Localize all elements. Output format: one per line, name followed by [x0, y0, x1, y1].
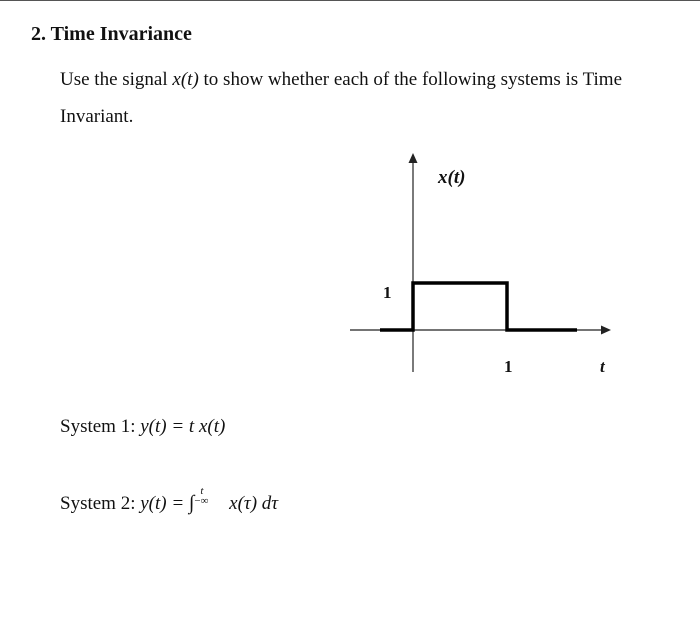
instruction-line-1: [60, 69, 622, 91]
system-2-label: System 2:: [60, 493, 141, 514]
system-1-equation: y(t) = t x(t): [140, 416, 226, 437]
system-2: [60, 485, 279, 515]
vertical-axis-arrowhead: [409, 153, 418, 163]
instruction-signal: x(t): [172, 69, 199, 90]
time-tick-label: 1: [504, 357, 513, 376]
signal-pulse: [380, 283, 577, 330]
signal-plot: [345, 150, 615, 380]
section-heading: 2. Time Invariance: [31, 23, 192, 45]
system-1: [60, 416, 225, 438]
function-label: x(t): [438, 167, 466, 188]
top-rule: [0, 0, 700, 1]
integrand: x(τ) dτ: [224, 493, 279, 514]
horizontal-axis-arrowhead: [601, 326, 611, 335]
system-1-label: System 1:: [60, 416, 141, 437]
time-axis-label: t: [600, 357, 605, 376]
integral-sign: ∫: [188, 492, 195, 514]
integral-limits: [194, 485, 224, 511]
integral-lower-limit: −∞: [194, 495, 209, 507]
instruction-text-before: Use the signal: [60, 69, 173, 90]
instruction-text-after: to show whether each of the following systems is Time: [198, 69, 623, 90]
instruction-line-2: Invariant.: [60, 106, 134, 127]
system-2-lhs: y(t) =: [140, 493, 189, 514]
amplitude-label: 1: [383, 283, 392, 302]
integral-upper-limit: t: [200, 485, 204, 497]
